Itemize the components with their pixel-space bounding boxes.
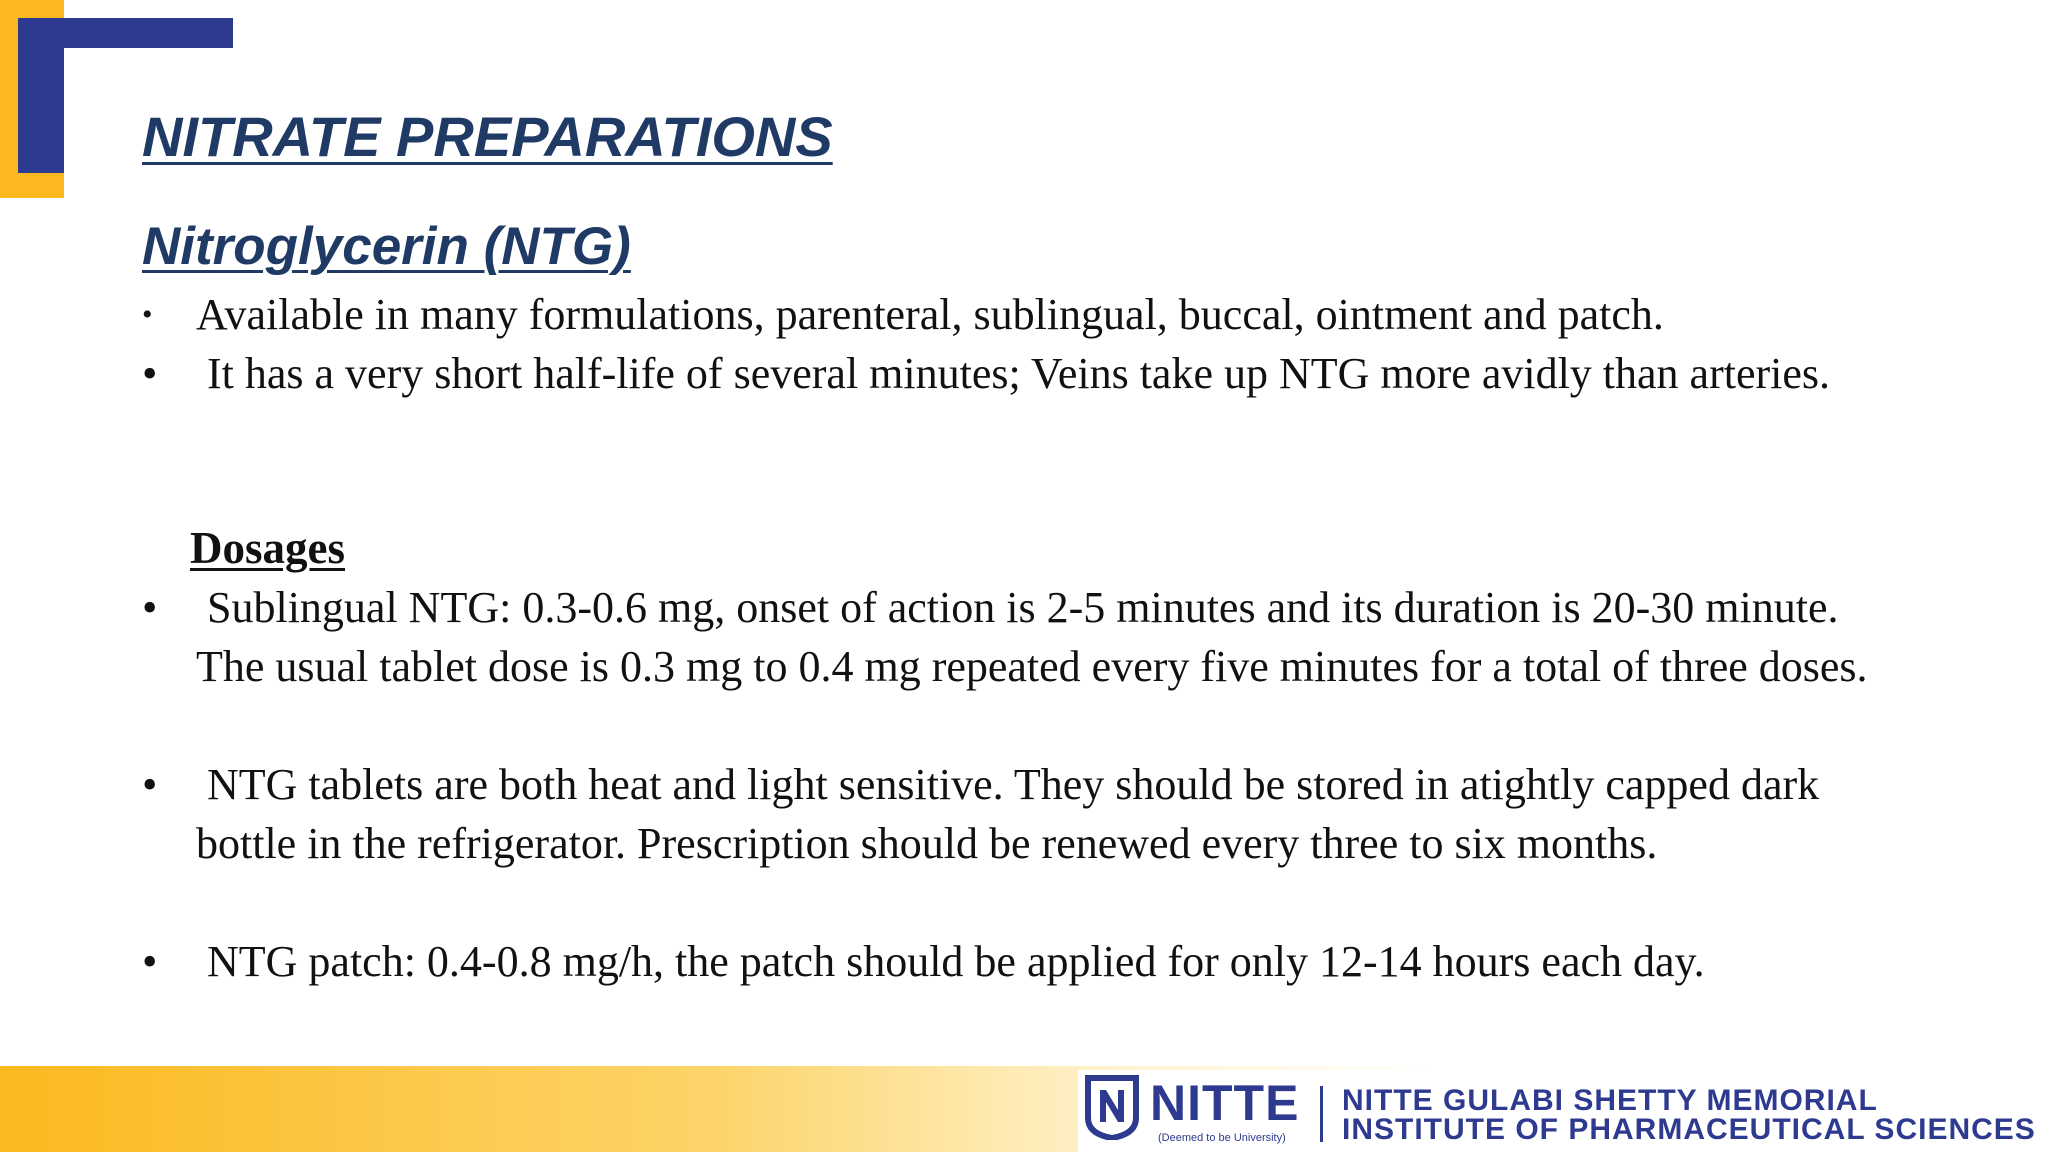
nitte-logo-text: NITTE	[1150, 1075, 1300, 1131]
institute-name-line-2: INSTITUTE OF PHARMACEUTICAL SCIENCES	[1342, 1113, 2036, 1146]
bullet-icon: •	[142, 760, 158, 809]
dosage-bullet-3	[142, 932, 1942, 991]
dosage-bullet-2	[142, 755, 1902, 873]
bullet-text: Sublingual NTG: 0.3-0.6 mg, onset of action is 2-5 minutes and its duration is 20-30 minute. The usual tablet dose is 0.3 mg to 0.4 mg repeated every five minutes for a total of three doses.	[196, 583, 1868, 691]
footer-divider	[1320, 1086, 1323, 1142]
institute-name	[1342, 1086, 2036, 1144]
bullet-icon: •	[142, 349, 158, 398]
institute-name-line-1: NITTE GULABI SHETTY MEMORIAL	[1342, 1084, 1878, 1117]
bullet-icon: •	[142, 937, 158, 986]
bullet-text: NTG tablets are both heat and light sensitive. They should be stored in atightly capped dark bottle in the refrigerator. Prescription should be renewed every three to six months.	[196, 760, 1831, 868]
dosages-heading: Dosages	[190, 523, 345, 573]
corner-accent-blue-horizontal	[18, 18, 233, 48]
nitte-n-logo-icon	[1082, 1074, 1142, 1140]
nitte-logo-tagline: (Deemed to be University)	[1158, 1132, 1286, 1144]
dosage-bullet-1	[142, 578, 1912, 696]
intro-bullet-2	[142, 344, 1922, 403]
intro-bullet-1	[142, 285, 1902, 344]
slide-subtitle: Nitroglycerin (NTG)	[142, 217, 631, 276]
slide-title: NITRATE PREPARATIONS	[142, 105, 833, 168]
bullet-text: It has a very short half-life of several minutes; Veins take up NTG more avidly than arteries.	[196, 349, 1831, 398]
bullet-text: NTG patch: 0.4-0.8 mg/h, the patch should be applied for only 12-14 hours each day.	[196, 937, 1705, 986]
bullet-icon: •	[142, 583, 158, 632]
bullet-icon: •	[142, 298, 153, 331]
bullet-text: Available in many formulations, parenteral, sublingual, buccal, ointment and patch.	[196, 290, 1664, 339]
